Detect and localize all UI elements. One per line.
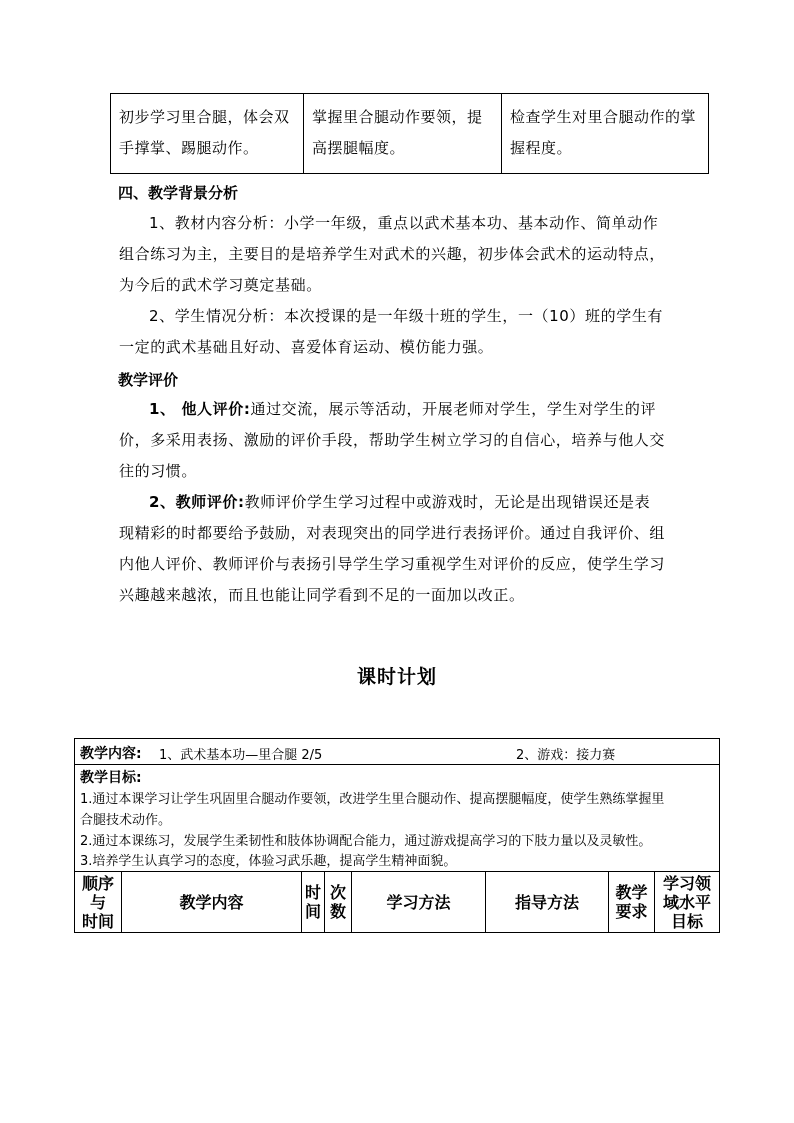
paragraph-line bbox=[149, 394, 656, 425]
paragraph-line bbox=[149, 487, 650, 518]
paragraph-line: 现精彩的时都要给予鼓励，对表现突出的同学进行表扬评价。通过自我评价、组 bbox=[119, 524, 666, 542]
header-requirement: 教学 要求 bbox=[609, 872, 655, 932]
goal-line: 2.通过本课练习，发展学生柔韧性和肢体协调配合能力，通过游戏提高学习的下肢力量以及灵敏性。 bbox=[80, 834, 652, 849]
paragraph-line: 1、教材内容分析：小学一年级，重点以武术基本功、基本动作、简单动作 bbox=[149, 214, 659, 232]
page-title: 课时计划 bbox=[356, 666, 437, 688]
header-order: 顺序 与 时间 bbox=[75, 872, 122, 932]
header-goal-level: 学习领 域水平 目标 bbox=[662, 873, 711, 931]
paragraph-line: 价，多采用表扬、激励的评价手段，帮助学生树立学习的自信心，培养与他人交 bbox=[119, 431, 666, 449]
content-label: 教学内容: bbox=[80, 746, 142, 762]
goal-line: 3.培养学生认真学习的态度，体验习武乐趣，提高学生精神面貌。 bbox=[80, 854, 457, 869]
goal-line: 1.通过本课学习让学生巩固里合腿动作要领，改进学生里合腿动作、提高摆腿幅度，使学生熟练掌握里 bbox=[80, 792, 665, 807]
item-text: 教师评价学生学习过程中或游戏时，无论是出现错误还是表 bbox=[244, 493, 651, 511]
item-label: 1、 他人评价: bbox=[149, 400, 251, 418]
paragraph-line: 2、学生情况分析：本次授课的是一年级十班的学生，一（10）班的学生有 bbox=[149, 307, 664, 325]
item-label: 2、教师评价: bbox=[149, 493, 245, 511]
goal-line: 合腿技术动作。 bbox=[80, 813, 172, 828]
paragraph-line: 往的习惯。 bbox=[119, 462, 198, 480]
content-item: 1、武术基本功—里合腿 2/5 bbox=[159, 748, 323, 763]
table-header-row bbox=[75, 872, 719, 932]
paragraph-line: 一定的武术基础且好动、喜爱体育运动、模仿能力强。 bbox=[119, 338, 494, 356]
paragraph-line: 组合练习为主，主要目的是培养学生对武术的兴趣，初步体会武术的运动特点， bbox=[119, 245, 666, 263]
table-cell: 初步学习里合腿，体会双手撑掌、踢腿动作。 bbox=[111, 94, 304, 173]
item-text: 通过交流，展示等活动，开展老师对学生，学生对学生的评 bbox=[250, 400, 657, 418]
header-count: 次 数 bbox=[325, 872, 352, 932]
header-method: 学习方法 bbox=[352, 872, 486, 932]
table-cell: 掌握里合腿动作要领，提高摆腿幅度。 bbox=[304, 94, 502, 173]
section-heading: 教学评价 bbox=[118, 371, 179, 389]
paragraph-line: 内他人评价、教师评价与表扬引导学生学习重视学生对评价的反应，使学生学习 bbox=[119, 555, 666, 573]
header-guide: 指导方法 bbox=[486, 872, 609, 932]
section-heading: 四、教学背景分析 bbox=[118, 184, 239, 202]
content-item: 2、游戏：接力赛 bbox=[516, 748, 616, 763]
goals-block bbox=[75, 765, 719, 872]
goals-label: 教学目标: bbox=[80, 770, 142, 786]
paragraph-line: 为今后的武术学习奠定基础。 bbox=[119, 276, 322, 294]
header-content: 教学内容 bbox=[122, 872, 302, 932]
content-row bbox=[75, 739, 719, 765]
table-cell: 检查学生对里合腿动作的掌握程度。 bbox=[510, 108, 697, 157]
header-time: 时 间 bbox=[302, 872, 325, 932]
lesson-plan-table bbox=[74, 738, 720, 933]
paragraph-line: 兴趣越来越浓，而且也能让同学看到不足的一面加以改正。 bbox=[119, 586, 525, 604]
objectives-table bbox=[110, 93, 709, 174]
